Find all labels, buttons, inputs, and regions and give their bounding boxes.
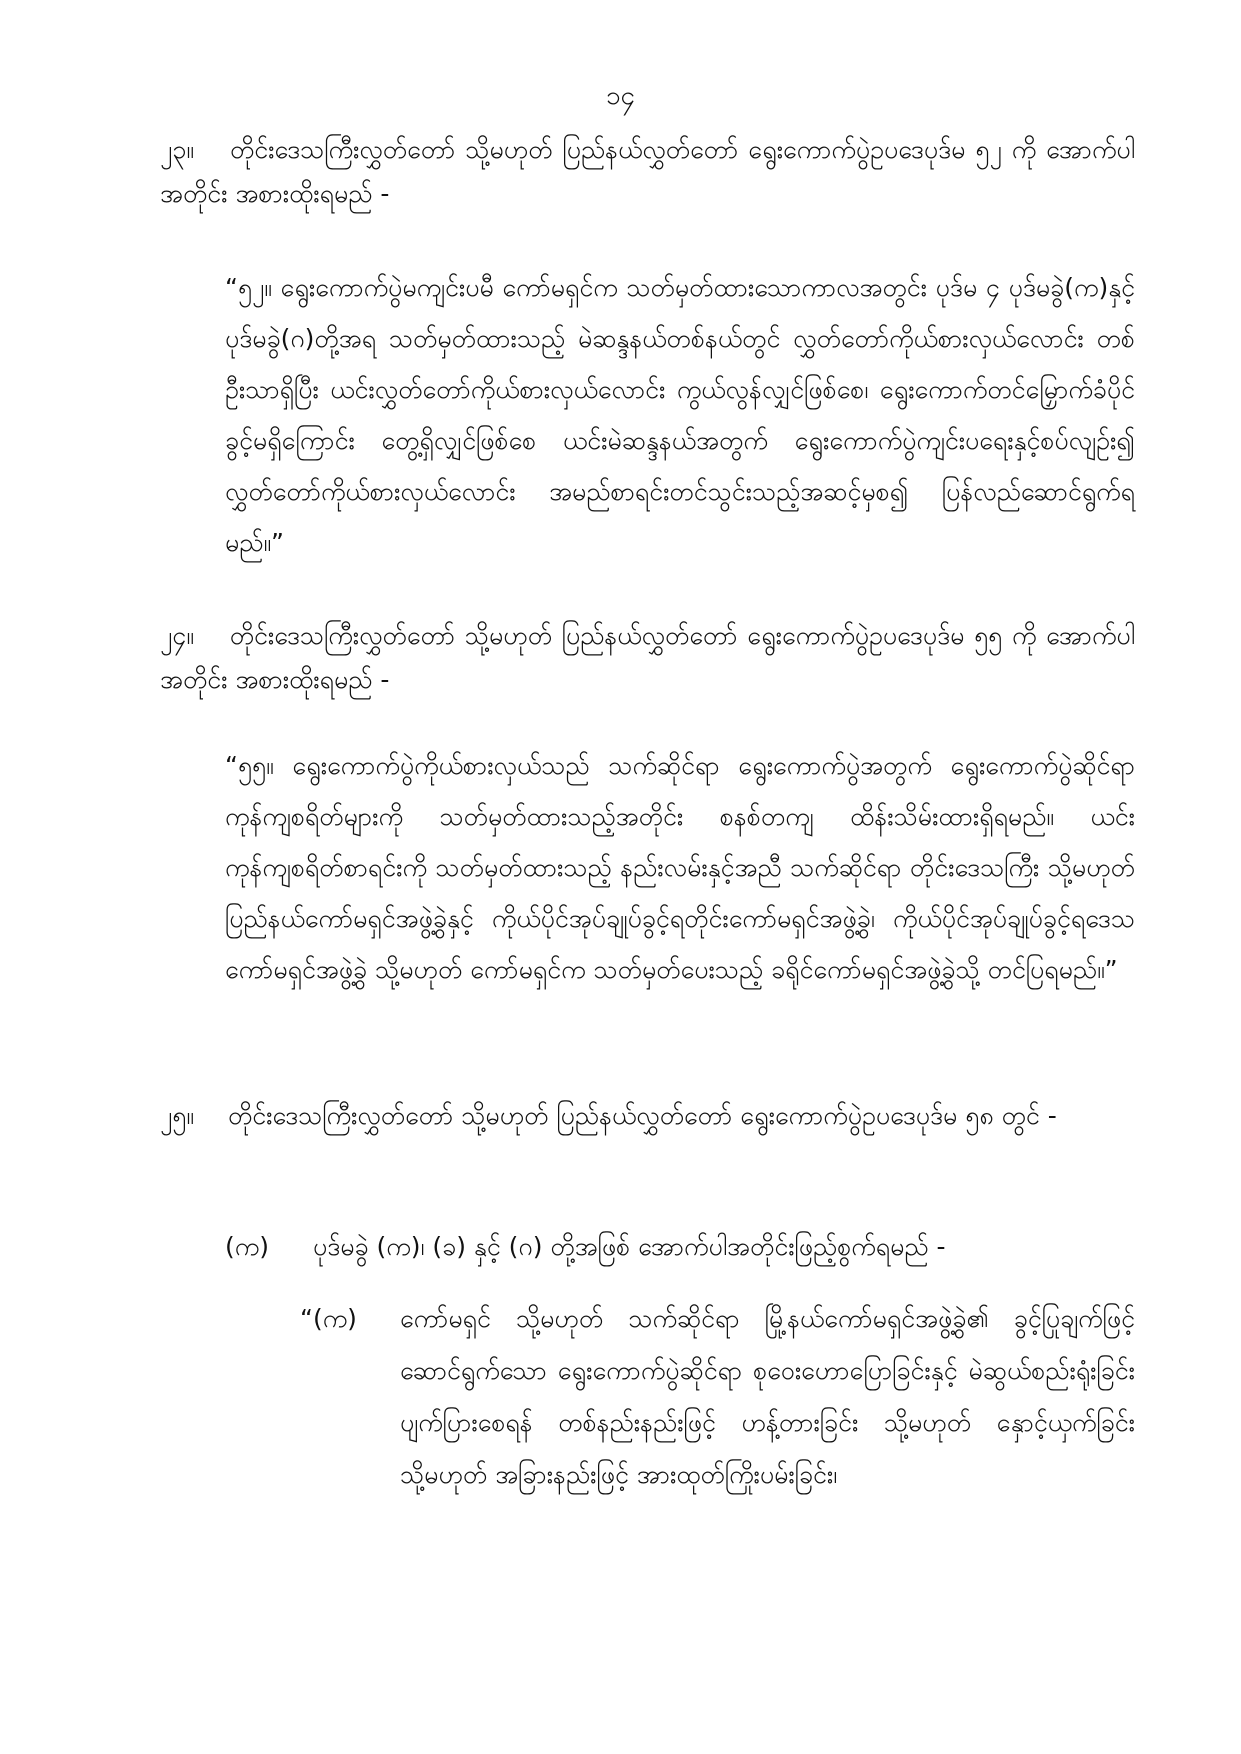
section-number: ၂၅။: [160, 1101, 194, 1130]
sub-quote-text: ကော်မရှင် သို့မဟုတ် သက်ဆိုင်ရာ မြို့နယ်ကော်မရှင်အဖွဲ့ခွဲ၏ ခွင့်ပြုချက်ဖြင့် ဆောင်ရွက်သော ရွေးကောက်ပွဲဆိုင်ရာ စုဝေးဟောပြောခြင်းနှင့် မဲဆွယ်စည်းရုံးခြင်း ပျက်ပြားစေရန် တစ်နည်းနည်းဖြင့် ဟန့်တားခြင်း သို့မဟုတ် နှောင့်ယှက်ခြင်း သို့မဟုတ် အခြားနည်းဖြင့် အားထုတ်ကြိုးပမ်းခြင်း၊: [400, 1304, 1135, 1489]
section-24: [160, 614, 1135, 702]
section-number: ၂၄။: [160, 621, 194, 650]
sub-item-ka: [225, 1225, 1135, 1269]
sub-quote-ka: [300, 1293, 1135, 1501]
sub-item-number: (က): [225, 1232, 269, 1261]
section-23: [160, 128, 1135, 216]
section-23-quote: “၅၂။ ရွေးကောက်ပွဲမကျင်းပမီ ကော်မရှင်က သတ်မှတ်ထားသောကာလအတွင်း ပုဒ်မ ၄ ပုဒ်မခွဲ(က)နှင့် ပုဒ်မခွဲ(ဂ)တို့အရ သတ်မှတ်ထားသည့် မဲဆန္ဒနယ်တစ်နယ်တွင် လွှတ်တော်ကိုယ်စားလှယ်လောင်း တစ်ဦးသာရှိပြီး ယင်းလွှတ်တော်ကိုယ်စားလှယ်လောင်း ကွယ်လွန်လျှင်ဖြစ်စေ၊ ရွေးကောက်တင်မြှောက်ခံပိုင်ခွင့်မရှိကြောင်း တွေ့ရှိလျှင်ဖြစ်စေ ယင်းမဲဆန္ဒနယ်အတွက် ရွေးကောက်ပွဲကျင်းပရေးနှင့်စပ်လျဉ်း၍ လွှတ်တော်ကိုယ်စားလှယ်လောင်း အမည်စာရင်းတင်သွင်းသည့်အဆင့်မှစ၍ ပြန်လည်ဆောင်ရွက်ရမည်။”: [225, 273, 1135, 557]
section-text: တိုင်းဒေသကြီးလွှတ်တော် သို့မဟုတ် ပြည်နယ်လွှတ်တော် ရွေးကောက်ပွဲဥပဒေပုဒ်မ ၅၈ တွင် -: [227, 1101, 1057, 1130]
page-number: ၁၄: [605, 81, 636, 111]
section-number: ၂၃။: [160, 135, 194, 164]
section-24-quote: “၅၅။ ရွေးကောက်ပွဲကိုယ်စားလှယ်သည် သက်ဆိုင်ရာ ရွေးကောက်ပွဲအတွက် ရွေးကောက်ပွဲဆိုင်ရာ ကုန်ကျစရိတ်များကို သတ်မှတ်ထားသည့်အတိုင်း စနစ်တကျ ထိန်းသိမ်းထားရှိရမည်။ ယင်းကုန်ကျစရိတ်စာရင်းကို သတ်မှတ်ထားသည့် နည်းလမ်းနှင့်အညီ သက်ဆိုင်ရာ တိုင်းဒေသကြီး သို့မဟုတ် ပြည်နယ်ကော်မရှင်အဖွဲ့ခွဲနှင့် ကိုယ်ပိုင်အုပ်ချုပ်ခွင့်ရတိုင်းကော်မရှင်အဖွဲ့ခွဲ၊ ကိုယ်ပိုင်အုပ်ချုပ်ခွင့်ရဒေသကော်မရှင်အဖွဲ့ခွဲ သို့မဟုတ် ကော်မရှင်က သတ်မှတ်ပေးသည့် ခရိုင်ကော်မရှင်အဖွဲ့ခွဲသို့ တင်ပြရမည်။”: [225, 751, 1135, 984]
sub-quote-number: “(က): [300, 1304, 357, 1333]
section-text: တိုင်းဒေသကြီးလွှတ်တော် သို့မဟုတ် ပြည်နယ်လွှတ်တော် ရွေးကောက်ပွဲဥပဒေပုဒ်မ ၅၅ ကို အောက်ပါအတိုင်း အစားထိုးရမည် -: [160, 621, 1135, 694]
section-25: [160, 1094, 1135, 1138]
section-text: တိုင်းဒေသကြီးလွှတ်တော် သို့မဟုတ် ပြည်နယ်လွှတ်တော် ရွေးကောက်ပွဲဥပဒေပုဒ်မ ၅၂ ကို အောက်ပါအတိုင်း အစားထိုးရမည် -: [160, 135, 1135, 208]
sub-item-text: ပုဒ်မခွဲ (က)၊ (ခ) နှင့် (ဂ) တို့အဖြစ် အောက်ပါအတိုင်းဖြည့်စွက်ရမည် -: [312, 1232, 946, 1261]
